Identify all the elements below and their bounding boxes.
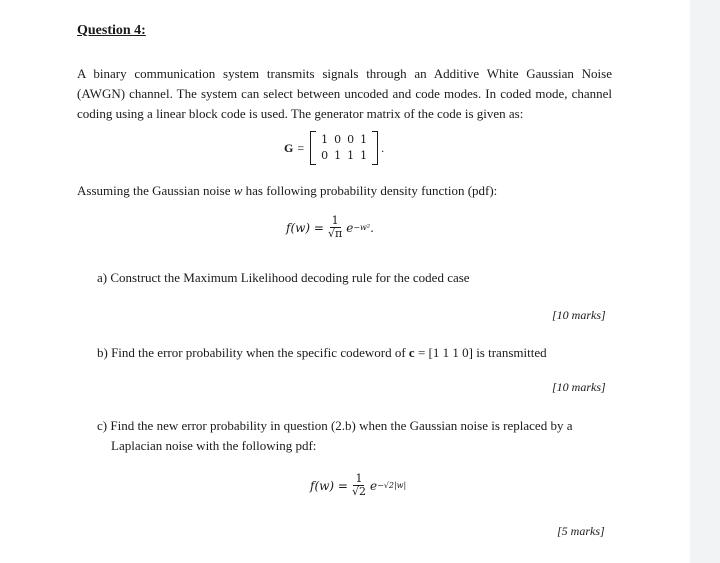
fraction-numerator: 1 xyxy=(355,472,363,485)
codeword-symbol: c xyxy=(408,345,415,360)
matrix-cell: 1 xyxy=(360,133,368,146)
matrix-cell: 0 xyxy=(347,133,355,146)
fraction-numerator: 1 xyxy=(331,214,339,227)
matrix-cell: 1 xyxy=(334,149,342,162)
question-a: a) Construct the Maximum Likelihood decoding rule for the coded case xyxy=(97,270,470,285)
gaussian-pdf-equation xyxy=(286,215,374,240)
question-a-marks: [10 marks] xyxy=(552,308,606,322)
question-c-line1: c) Find the new error probability in question (2.b) when the Gaussian noise is replaced by a xyxy=(97,418,573,433)
pdf-lhs: f(w) = xyxy=(286,220,324,235)
matrix-label: G xyxy=(284,140,294,155)
question-heading: Question 4: xyxy=(77,23,146,38)
matrix-equals: = xyxy=(297,140,305,155)
matrix-cell: 1 xyxy=(360,149,368,162)
matrix-cell: 0 xyxy=(334,133,342,146)
intro-paragraph: A binary communication system transmits signals through an Additive White Gaussian Noise (AWGN) channel. The system can select between uncoded and code modes. In coded mode, channel coding using a linear block code is used. The generator matrix of the code is given as: xyxy=(77,66,612,121)
noise-variable: w xyxy=(233,183,243,198)
right-bracket xyxy=(372,131,378,165)
assumption-text: Assuming the Gaussian noise w has following probability density function (pdf): xyxy=(77,183,498,198)
codeword-vector: = [1 1 1 0] xyxy=(414,345,473,360)
question-b: b) Find the error probability when the specific codeword of c = [1 1 1 0] is transmitted xyxy=(97,345,547,360)
question-b-marks: [10 marks] xyxy=(552,380,606,394)
matrix-period: . xyxy=(381,140,385,155)
pdf-fraction xyxy=(326,215,344,240)
pdf-fraction xyxy=(350,473,368,498)
matrix-cell: 1 xyxy=(321,133,329,146)
generator-matrix-equation xyxy=(284,130,384,166)
laplacian-pdf-equation xyxy=(310,473,406,498)
fraction-denominator: √2 xyxy=(351,485,366,498)
generator-matrix xyxy=(316,132,372,164)
question-c-marks: [5 marks] xyxy=(557,524,605,538)
question-c-line2: Laplacian noise with the following pdf: xyxy=(111,438,317,453)
viewer-side-panel xyxy=(690,0,720,563)
exponent: −√2|w| xyxy=(377,481,407,490)
fraction-denominator: √π xyxy=(327,227,343,240)
pdf-lhs: f(w) = xyxy=(310,478,348,493)
exponent: −w² xyxy=(353,223,371,232)
matrix-cell: 1 xyxy=(347,149,355,162)
exp-base: e xyxy=(369,478,378,493)
exp-base: e xyxy=(346,220,354,235)
matrix-cell: 0 xyxy=(321,149,329,162)
pdf-period: . xyxy=(370,220,374,235)
